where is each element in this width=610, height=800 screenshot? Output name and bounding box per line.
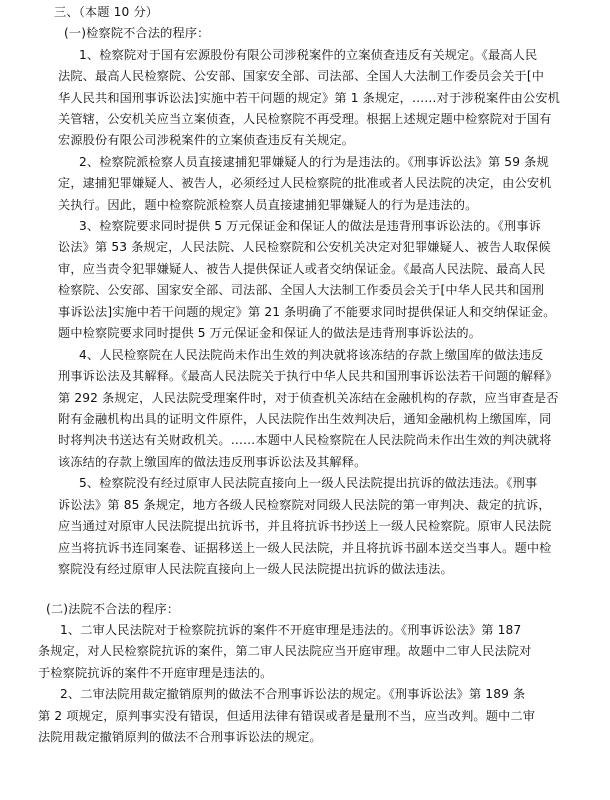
text-line: 关执行。因此，题中检察院派检察人员直接逮捕犯罪嫌疑人的行为是违法的。 xyxy=(58,198,478,212)
text-line: 附有金融机构出具的证明文件原件，人民法院作出生效判决后，通知金融机构上缴国库，同 xyxy=(58,412,552,426)
text-line: 应当将抗诉书连同案卷、证据移送上一级人民法院，并且将抗诉书副本送交当事人。题中检 xyxy=(58,541,552,555)
text-line: 法院、最高人民检察院、公安部、国家安全部、司法部、全国人大法制工作委员会关于[中 xyxy=(58,69,545,83)
text-line: 题中检察院要求同时提供 5 万元保证金和保证人的做法是违背刑事诉讼法的。 xyxy=(58,326,482,340)
text-line: 第 2 项规定，原判事实没有错误，但适用法律有错误或者是量刑不当，应当改判。题中二审 xyxy=(38,709,536,723)
text-line: 应当通过对原审人民法院提出抗诉书，并且将抗诉书抄送上一级人民检察院。原审人民法院 xyxy=(58,519,552,533)
text-line: 5、检察院没有经过原审人民法院直接向上一级人民法院提出抗诉的做法违法。《刑事 xyxy=(79,476,538,490)
text-line: 刑事诉讼法及其解释。《最高人民法院关于执行中华人民共和国刑事诉讼法若干问题的解释》 xyxy=(58,369,558,383)
text-line: 3、检察院要求同时提供 5 万元保证金和保证人的做法是违背刑事诉讼法的。《刑事诉 xyxy=(79,219,541,233)
text-line: 审，应当责令犯罪嫌疑人、被告人提供保证人或者交纳保证金。《最高人民法院、最高人民 xyxy=(58,262,546,276)
text-line: 条规定，对人民检察院抗诉的案件，第二审人民法院应当开庭审理。故题中二审人民法院对 xyxy=(38,644,532,658)
section-1-title: (一)检察院不合法的程序： xyxy=(64,26,210,40)
text-line: 讼法》第 53 条规定，人民法院、人民检察院和公安机关决定对犯罪嫌疑人、被告人取保候 xyxy=(58,240,551,254)
text-line: 检察院、公安部、国家安全部、司法部、全国人大法制工作委员会关于[中华人民共和国刑 xyxy=(58,283,545,297)
text-line: 诉讼法》第 85 条规定，地方各级人民检察院对同级人民法院的第一审判决、裁定的抗诉， xyxy=(58,498,551,512)
text-line: 4、人民检察院在人民法院尚未作出生效的判决就将该冻结的存款上缴国库的做法违反 xyxy=(79,348,544,362)
text-line: 1、检察院对于国有宏源股份有限公司涉税案件的立案侦查违反有关规定。《最高人民 xyxy=(79,48,538,62)
text-line: 2、检察院派检察人员直接逮捕犯罪嫌疑人的行为是违法的。《刑事诉讼法》第 59 条规 xyxy=(79,155,549,169)
text-line: 华人民共和国刑事诉讼法]实施中若干问题的规定》第 1 条规定，……对于涉税案件由公安机 xyxy=(58,91,561,105)
text-line: 事诉讼法]实施中若干问题的规定》第 21 条明确了不能要求同时提供保证人和交纳保证金。 xyxy=(58,305,556,319)
text-line: 察院没有经过原审人民法院直接向上一级人民法院提出抗诉的做法违法。 xyxy=(58,562,453,576)
text-line: 宏源股份有限公司涉税案件的立案侦查违反有关规定。 xyxy=(58,133,355,147)
text-line: 法院用裁定撤销原判的做法不合刑事诉讼法的规定。 xyxy=(38,730,322,744)
text-line: 1、二审人民法院对于检察院抗诉的案件不开庭审理是违法的。《刑事诉讼法》第 187 xyxy=(60,623,522,637)
question-heading: 三、（本题 10 分） xyxy=(54,5,159,19)
text-line: 定，逮捕犯罪嫌疑人、被告人，必须经过人民检察院的批准或者人民法院的决定，由公安机 xyxy=(58,176,552,190)
text-line: 该冻结的存款上缴国库的做法违反刑事诉讼法及其解释。 xyxy=(58,455,367,469)
text-line: 于检察院抗诉的案件不开庭审理是违法的。 xyxy=(38,666,273,680)
text-line: 第 292 条规定，人民法院受理案件时，对于侦查机关冻结在金融机构的存款，应当审查是否 xyxy=(58,391,559,405)
text-line: 关管辖，公安机关应当立案侦查，人民检察院不再受理。根据上述规定题中检察院对于国有 xyxy=(58,112,552,126)
text-line: 时将判决书送达有关财政机关。……本题中人民检察院在人民法院尚未作出生效的判决就将 xyxy=(58,433,552,447)
text-line: 2、二审法院用裁定撤销原判的做法不合刑事诉讼法的规定。《刑事诉讼法》第 189 条 xyxy=(60,687,526,701)
section-2-title: (二)法院不合法的程序： xyxy=(46,602,180,616)
